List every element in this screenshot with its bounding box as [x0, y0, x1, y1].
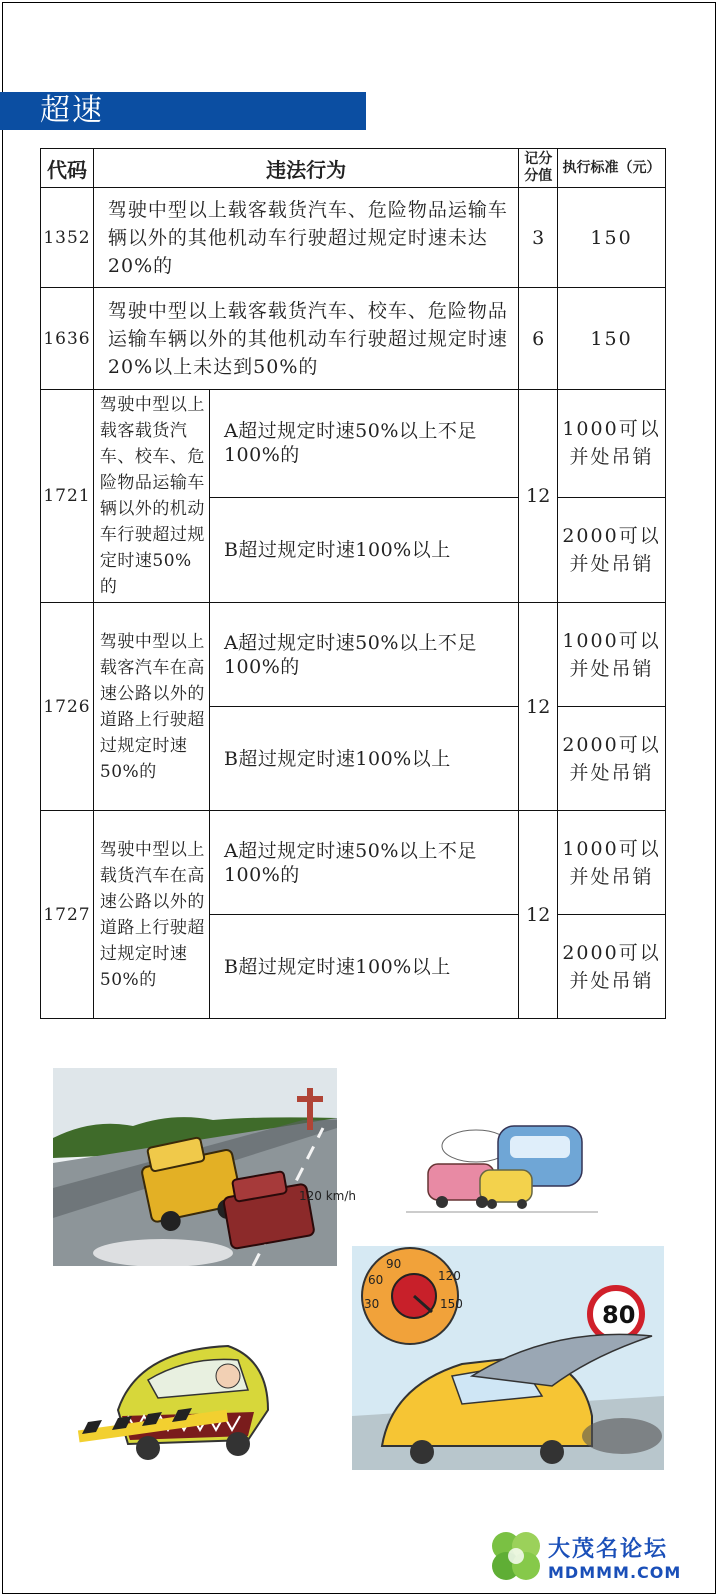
- row-code: 1352: [41, 188, 94, 288]
- logo-url: MDMMM.COM: [548, 1563, 682, 1582]
- table-row: [41, 603, 666, 707]
- row-description: 驾驶中型以上载客载货汽车、校车、危险物品运输车辆以外的其他机动车行驶超过规定时速20%以上未达到50%的: [93, 288, 518, 390]
- row-points: 12: [519, 811, 558, 1019]
- table-row: [41, 288, 666, 390]
- row-sub-b: B超过规定时速100%以上: [209, 707, 518, 811]
- monster-car-illustration: [78, 1320, 288, 1470]
- row-fine-b: 2000可以并处吊销: [558, 915, 666, 1019]
- header-points: 记分分值: [519, 149, 558, 188]
- row-points: 6: [519, 288, 558, 390]
- row-description: 驾驶中型以上载货汽车在高速公路以外的道路上行驶超过规定时速50%的: [93, 811, 209, 1019]
- dial-label: 30: [364, 1297, 380, 1311]
- forum-logo-icon: [488, 1528, 544, 1584]
- row-code: 1636: [41, 288, 94, 390]
- dial-label: 60: [368, 1273, 384, 1287]
- traffic-cars-illustration: [406, 1118, 598, 1218]
- row-sub-b: B超过规定时速100%以上: [209, 915, 518, 1019]
- logo-name: 大茂名论坛: [548, 1537, 669, 1562]
- row-code: 1726: [41, 603, 94, 811]
- header-code: 代码: [41, 149, 94, 188]
- row-code: 1721: [41, 390, 94, 603]
- row-fine: 150: [558, 188, 666, 288]
- violation-table: [40, 148, 666, 1019]
- row-sub-b: B超过规定时速100%以上: [209, 497, 518, 602]
- row-description: 驾驶中型以上载客载货汽车、校车、危险物品运输车辆以外的机动车行驶超过规定时速50%的: [93, 390, 209, 603]
- row-sub-a: A超过规定时速50%以上不足100%的: [209, 603, 518, 707]
- row-points: 3: [519, 188, 558, 288]
- speed-label: 120 km/h: [299, 1189, 357, 1203]
- row-fine-b: 2000可以并处吊销: [558, 707, 666, 811]
- highway-speeding-illustration: [53, 1068, 357, 1266]
- speed-limit-sign: [590, 1288, 642, 1340]
- dial-label: 150: [440, 1297, 463, 1311]
- row-code: 1727: [41, 811, 94, 1019]
- header-fine: 执行标准（元）: [558, 149, 666, 188]
- row-fine-a: 1000可以并处吊销: [558, 603, 666, 707]
- row-points: 12: [519, 603, 558, 811]
- table-header-row: [41, 149, 666, 188]
- table-row: [41, 188, 666, 288]
- speed-limit-value: 80: [602, 1301, 636, 1329]
- dial-label: 120: [438, 1269, 461, 1283]
- dial-label: 90: [386, 1257, 402, 1271]
- row-sub-a: A超过规定时速50%以上不足100%的: [209, 811, 518, 915]
- table-row: [41, 811, 666, 915]
- row-fine-b: 2000可以并处吊销: [558, 497, 666, 602]
- table-row: [41, 390, 666, 498]
- row-points: 12: [519, 390, 558, 603]
- row-fine: 150: [558, 288, 666, 390]
- header-behavior: 违法行为: [93, 149, 518, 188]
- row-description: 驾驶中型以上载客载货汽车、危险物品运输车辆以外的其他机动车行驶超过规定时速未达20%的: [93, 188, 518, 288]
- section-title: 超速: [40, 93, 104, 128]
- row-sub-a: A超过规定时速50%以上不足100%的: [209, 390, 518, 498]
- row-description: 驾驶中型以上载客汽车在高速公路以外的道路上行驶超过规定时速50%的: [93, 603, 209, 811]
- winged-car-illustration: [352, 1246, 664, 1470]
- row-fine-a: 1000可以并处吊销: [558, 811, 666, 915]
- row-fine-a: 1000可以并处吊销: [558, 390, 666, 498]
- section-banner: [0, 92, 366, 130]
